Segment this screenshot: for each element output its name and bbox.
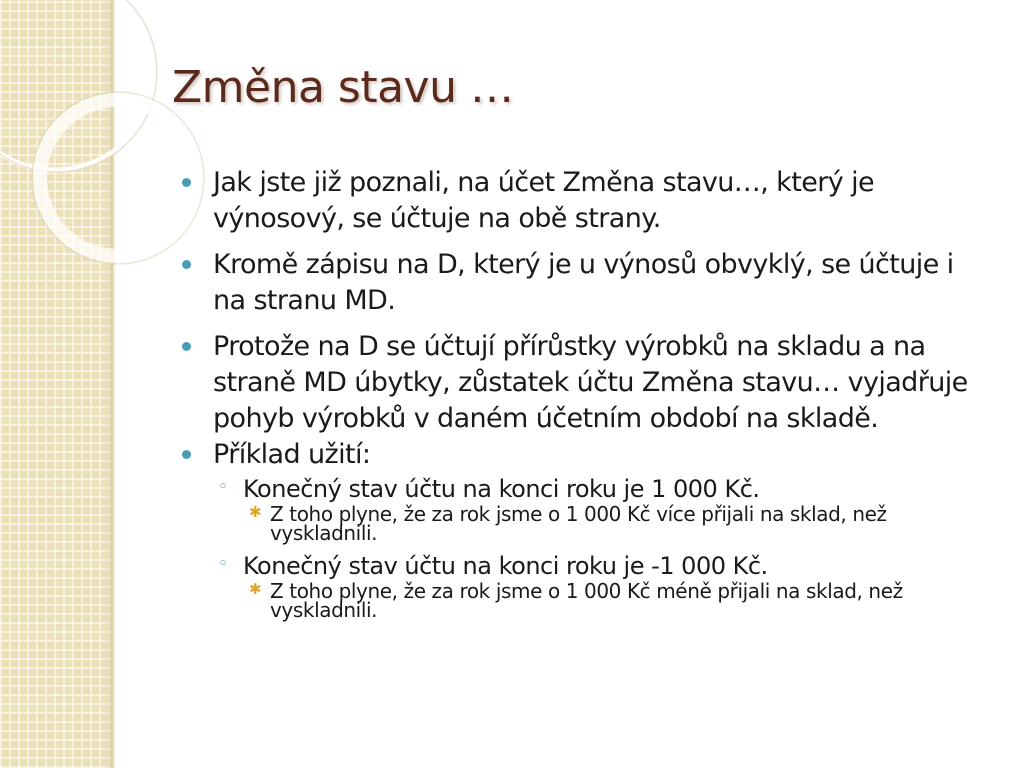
sub-bullet-item <box>182 473 992 505</box>
hollow-circle-bullet-icon: ◦ <box>218 554 228 574</box>
sub-sub-bullet-text: Z toho plyne, že za rok jsme o 1 000 Kč méně přijali na sklad, než vyskladnili. <box>270 579 903 622</box>
sub-bullet-text: Konečný stav účtu na konci roku je -1 000 Kč. <box>243 552 768 580</box>
bullet-list <box>182 165 992 620</box>
bullet-text: Jak jste již poznali, na účet Změna stavu…, který je výnosový, se účtuje na obě strany. <box>213 167 874 234</box>
circle-bullet-icon <box>182 178 191 187</box>
bullet-text: Kromě zápisu na D, který je u výnosů obvyklý, se účtuje i na stranu MD. <box>213 249 954 316</box>
decorative-ring-middle-shadow <box>32 92 204 264</box>
star-bullet-icon: ✱ <box>249 503 262 521</box>
hollow-circle-bullet-icon: ◦ <box>218 477 228 497</box>
circle-bullet-icon <box>182 450 191 459</box>
slide-content <box>182 165 992 627</box>
bullet-text: Protože na D se účtují přírůstky výrobků na skladu a na straně MD úbytky, zůstatek účtu Změna stavu… vyjadřuje pohyb výrobků v daném účetním období na skladě. <box>213 331 968 434</box>
bullet-text: Příklad užití: <box>213 439 371 470</box>
sub-bullet-item <box>182 550 992 582</box>
decorative-ring-middle <box>40 100 196 256</box>
bullet-item <box>182 437 992 473</box>
bullet-item <box>182 329 992 437</box>
bullet-item <box>182 165 992 237</box>
circle-bullet-icon <box>182 342 191 351</box>
decorative-ring-top <box>0 0 155 170</box>
sub-sub-bullet-item <box>182 502 992 545</box>
sub-sub-bullet-item <box>182 579 992 622</box>
sub-bullet-text: Konečný stav účtu na konci roku je 1 000 Kč. <box>243 475 760 503</box>
star-bullet-icon: ✱ <box>249 580 262 598</box>
decorative-ring-top-shadow <box>0 0 157 172</box>
bullet-item <box>182 247 992 319</box>
slide-title: Změna stavu … <box>172 62 514 113</box>
sub-sub-bullet-text: Z toho plyne, že za rok jsme o 1 000 Kč více přijali na sklad, než vyskladnili. <box>270 502 887 545</box>
circle-bullet-icon <box>182 260 191 269</box>
